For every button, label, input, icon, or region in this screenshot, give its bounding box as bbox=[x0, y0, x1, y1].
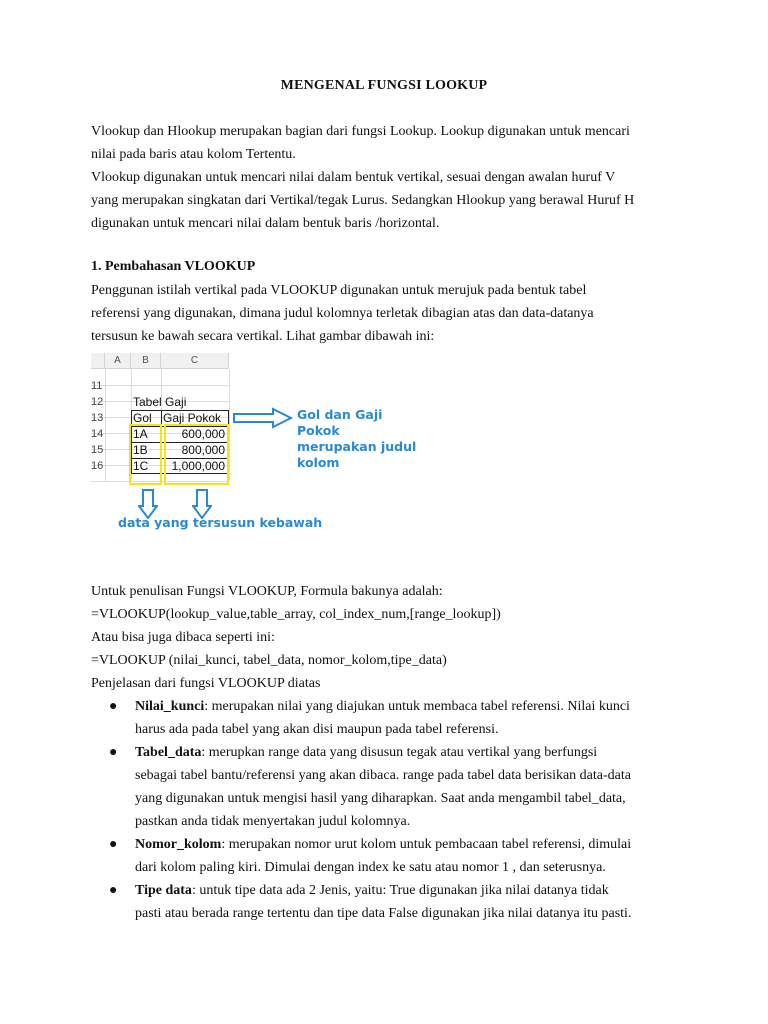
row-number: 11 bbox=[91, 380, 103, 392]
gaji-cell: 800,000 bbox=[181, 443, 225, 457]
row-number: 15 bbox=[91, 444, 104, 456]
formula-line: Penjelasan dari fungsi VLOOKUP diatas bbox=[91, 676, 321, 691]
gol-highlight-box bbox=[129, 424, 162, 485]
header-cell: Gol bbox=[133, 411, 152, 425]
bullet-icon: ● bbox=[109, 883, 118, 898]
annotation-line: Gol dan Gaji Pokok bbox=[297, 407, 383, 438]
formula-paragraph bbox=[91, 580, 691, 695]
intro-line: Vlookup digunakan untuk mencari nilai dalam bentuk vertikal, sesuai dengan awalan huruf V bbox=[91, 170, 616, 185]
row-number: 14 bbox=[91, 428, 104, 440]
intro-paragraph bbox=[91, 120, 691, 235]
gaji-cell: 1,000,000 bbox=[171, 459, 225, 473]
item-line: : merupkan range data yang disusun tegak atau vertikal yang berfungsi bbox=[201, 745, 598, 760]
rows-annotation: data yang tersusun kebawah bbox=[118, 515, 323, 530]
list-item bbox=[109, 741, 699, 833]
column-header: A bbox=[105, 353, 131, 369]
section-line: tersusun ke bawah secara vertikal. Lihat gambar dibawah ini: bbox=[91, 329, 435, 344]
intro-line: digunakan untuk mencari nilai dalam bentuk baris /horizontal. bbox=[91, 216, 440, 231]
annotation-line: kolom bbox=[297, 455, 340, 470]
list-item bbox=[109, 695, 699, 741]
row-number: 16 bbox=[91, 460, 104, 472]
intro-line: Vlookup dan Hlookup merupakan bagian dari fungsi Lookup. Lookup digunakan untuk mencari bbox=[91, 124, 630, 139]
page-title: MENGENAL FUNGSI LOOKUP bbox=[280, 78, 488, 93]
item-line: : merupakan nomor urut kolom untuk pembacaan tabel referensi, dimulai bbox=[221, 837, 632, 852]
item-line: harus ada pada tabel yang akan disi maupun pada tabel referensi. bbox=[135, 722, 499, 737]
section-paragraph bbox=[91, 279, 691, 348]
list-item bbox=[109, 833, 699, 879]
item-line: yang digunakan untuk mengisi hasil yang diharapkan. Saat anda mengambil tabel_data, bbox=[135, 791, 626, 806]
section-line: referensi yang digunakan, dimana judul kolomnya terletak dibagian atas dan data-datanya bbox=[91, 306, 594, 321]
row-number: 13 bbox=[91, 412, 104, 424]
item-line: : merupakan nilai yang diajukan untuk membaca tabel referensi. Nilai kunci bbox=[204, 699, 630, 714]
explanation-list bbox=[109, 695, 699, 925]
term: Nilai_kunci bbox=[135, 699, 205, 714]
item-line: : untuk tipe data ada 2 Jenis, yaitu: True digunakan jika nilai datanya tidak bbox=[191, 883, 609, 898]
section-heading: 1. Pembahasan VLOOKUP bbox=[91, 259, 256, 274]
table-title: Tabel Gaji bbox=[133, 395, 187, 409]
bullet-icon: ● bbox=[109, 699, 118, 714]
corner-cell bbox=[91, 353, 105, 369]
column-header-annotation bbox=[297, 407, 421, 471]
intro-line: yang merupakan singkatan dari Vertikal/tegak Lurus. Sedangkan Hlookup yang berawal Huruf H bbox=[91, 193, 635, 208]
gaji-highlight-box bbox=[164, 424, 229, 485]
item-line: pasti atau berada range tertentu dan tipe data False digunakan jika nilai datanya itu pasti. bbox=[135, 906, 632, 921]
term: Nomor_kolom bbox=[135, 837, 222, 852]
formula-line: =VLOOKUP (nilai_kunci, tabel_data, nomor_kolom,tipe_data) bbox=[91, 653, 447, 668]
item-line: pastkan anda tidak menyertakan judul kolomnya. bbox=[135, 814, 411, 829]
section-line: Penggunan istilah vertikal pada VLOOKUP digunakan untuk merujuk pada bentuk tabel bbox=[91, 283, 587, 298]
vlookup-figure bbox=[91, 353, 421, 538]
bullet-icon: ● bbox=[109, 745, 118, 760]
intro-line: nilai pada baris atau kolom Tertentu. bbox=[91, 147, 296, 162]
term: Tabel_data bbox=[135, 745, 202, 760]
gol-cell: 1A bbox=[133, 427, 148, 441]
column-header: B bbox=[131, 353, 161, 369]
column-header: C bbox=[161, 353, 229, 369]
row-number: 12 bbox=[91, 396, 104, 408]
gol-cell: 1C bbox=[133, 459, 149, 473]
gol-cell: 1B bbox=[133, 443, 148, 457]
item-line: sebagai tabel bantu/referensi yang akan dibaca. range pada tabel data berisikan data-data bbox=[135, 768, 631, 783]
item-line: dari kolom paling kiri. Dimulai dengan index ke satu atau nomor 1 , dan seterusnya. bbox=[135, 860, 606, 875]
bullet-icon: ● bbox=[109, 837, 118, 852]
term: Tipe data bbox=[135, 883, 192, 898]
gaji-cell: 600,000 bbox=[181, 427, 225, 441]
formula-line: =VLOOKUP(lookup_value,table_array, col_index_num,[range_lookup]) bbox=[91, 607, 501, 622]
annotation-line: merupakan judul bbox=[297, 439, 417, 454]
list-item bbox=[109, 879, 699, 925]
formula-line: Untuk penulisan Fungsi VLOOKUP, Formula bakunya adalah: bbox=[91, 584, 443, 599]
header-cell: Gaji Pokok bbox=[163, 411, 222, 425]
right-arrow-icon bbox=[233, 407, 293, 429]
formula-line: Atau bisa juga dibaca seperti ini: bbox=[91, 630, 275, 645]
